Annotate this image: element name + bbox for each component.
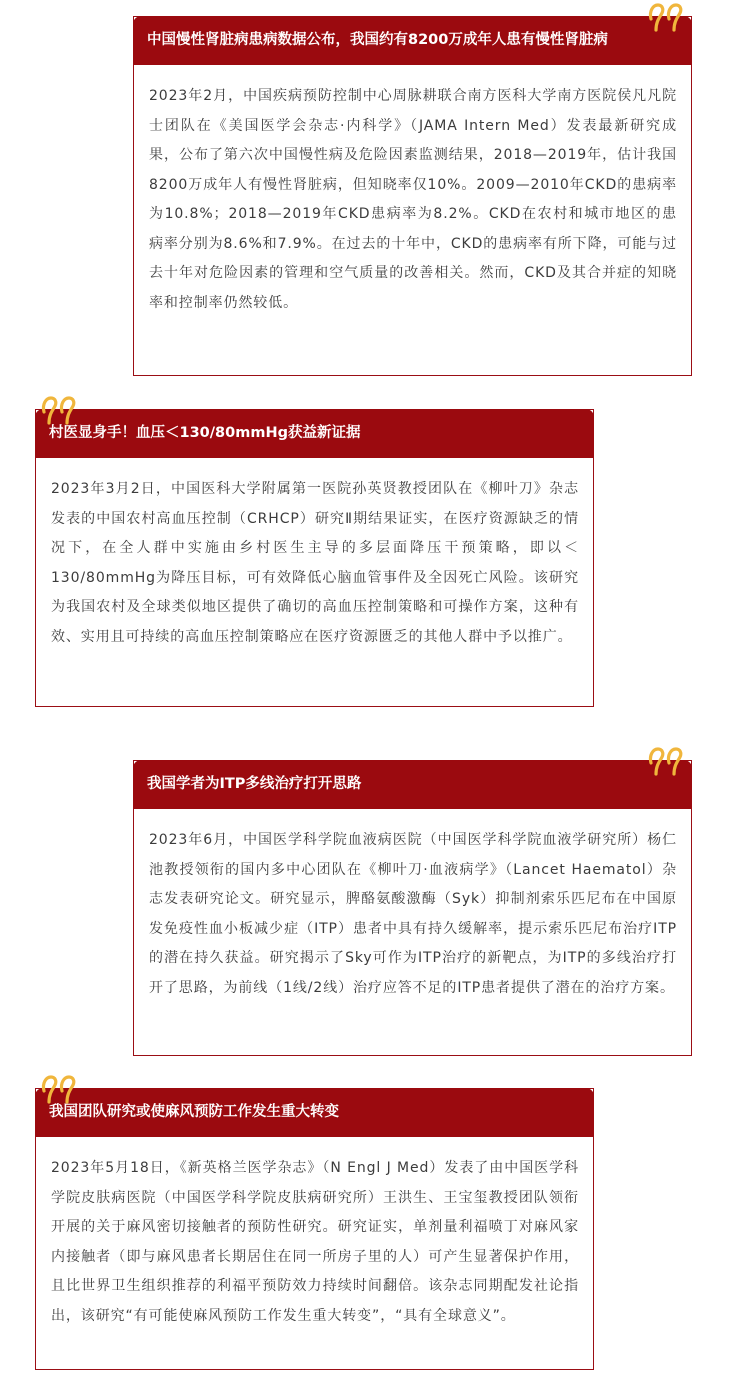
article-card — [133, 16, 692, 376]
article-body: 2023年6月，中国医学科学院血液病医院（中国医学科学院血液学研究所）杨仁池教授领衔的国内多中心团队在《柳叶刀·血液病学》（Lancet Haematol）杂志发表研究论文。研究显示，脾酪氨酸激酶（Syk）抑制剂索乐匹尼布在中国原发免疫性血小板减少症（ITP）患者中具有持久缓解率，提示索乐匹尼布治疗ITP的潜在持久获益。研究揭示了Sky可作为ITP治疗的新靶点，为ITP的多线治疗打开了思路，为前线（1线/2线）治疗应答不足的ITP患者提供了潜在的治疗方案。 — [149, 832, 677, 996]
quote-mark-icon — [647, 747, 687, 777]
quote-mark-icon — [40, 1075, 80, 1105]
article-body: 2023年5月18日，《新英格兰医学杂志》（N Engl J Med）发表了由中国医学科学院皮肤病医院（中国医学科学院皮肤病研究所）王洪生、王宝玺教授团队领衔开展的关于麻风密切接触者的预防性研究。研究证实，单剂量利福喷丁对麻风家内接触者（即与麻风患者长期居住在同一所房子里的人）可产生显著保护作用，且比世界卫生组织推荐的利福平预防效力持续时间翻倍。该杂志同期配发社论指出，该研究“有可能使麻风预防工作发生重大转变”，“具有全球意义”。 — [51, 1160, 579, 1324]
article-card — [35, 409, 594, 707]
article-body: 2023年3月2日，中国医科大学附属第一医院孙英贤教授团队在《柳叶刀》杂志发表的中国农村高血压控制（CRHCP）研究Ⅱ期结果证实，在医疗资源缺乏的情况下，在全人群中实施由乡村医生主导的多层面降压干预策略，即以＜130/80mmHg为降压目标，可有效降低心脑血管事件及全因死亡风险。该研究为我国农村及全球类似地区提供了确切的高血压控制策略和可操作方案，这种有效、实用且可持续的高血压控制策略应在医疗资源匮乏的其他人群中予以推广。 — [51, 481, 579, 645]
article-card — [133, 760, 692, 1056]
article-title: 我国学者为ITP多线治疗打开思路 — [133, 760, 692, 809]
article-card — [35, 1088, 594, 1370]
quote-mark-icon — [647, 3, 687, 33]
article-title: 我国团队研究或使麻风预防工作发生重大转变 — [35, 1088, 594, 1137]
quote-mark-icon — [40, 396, 80, 426]
article-title: 中国慢性肾脏病患病数据公布，我国约有8200万成年人患有慢性肾脏病 — [133, 16, 692, 65]
article-title: 村医显身手！血压＜130/80mmHg获益新证据 — [35, 409, 594, 458]
article-body: 2023年2月，中国疾病预防控制中心周脉耕联合南方医科大学南方医院侯凡凡院士团队在《美国医学会杂志·内科学》（JAMA Intern Med）发表最新研究成果，公布了第六次中国慢性病及危险因素监测结果，2018—2019年，估计我国8200万成年人有慢性肾脏病，但知晓率仅10%。2009—2010年CKD的患病率为10.8%；2018—2019年CKD患病率为8.2%。CKD在农村和城市地区的患病率分别为8.6%和7.9%。在过去的十年中，CKD的患病率有所下降，可能与过去十年对危险因素的管理和空气质量的改善相关。然而，CKD及其合并症的知晓率和控制率仍然较低。 — [149, 88, 677, 311]
